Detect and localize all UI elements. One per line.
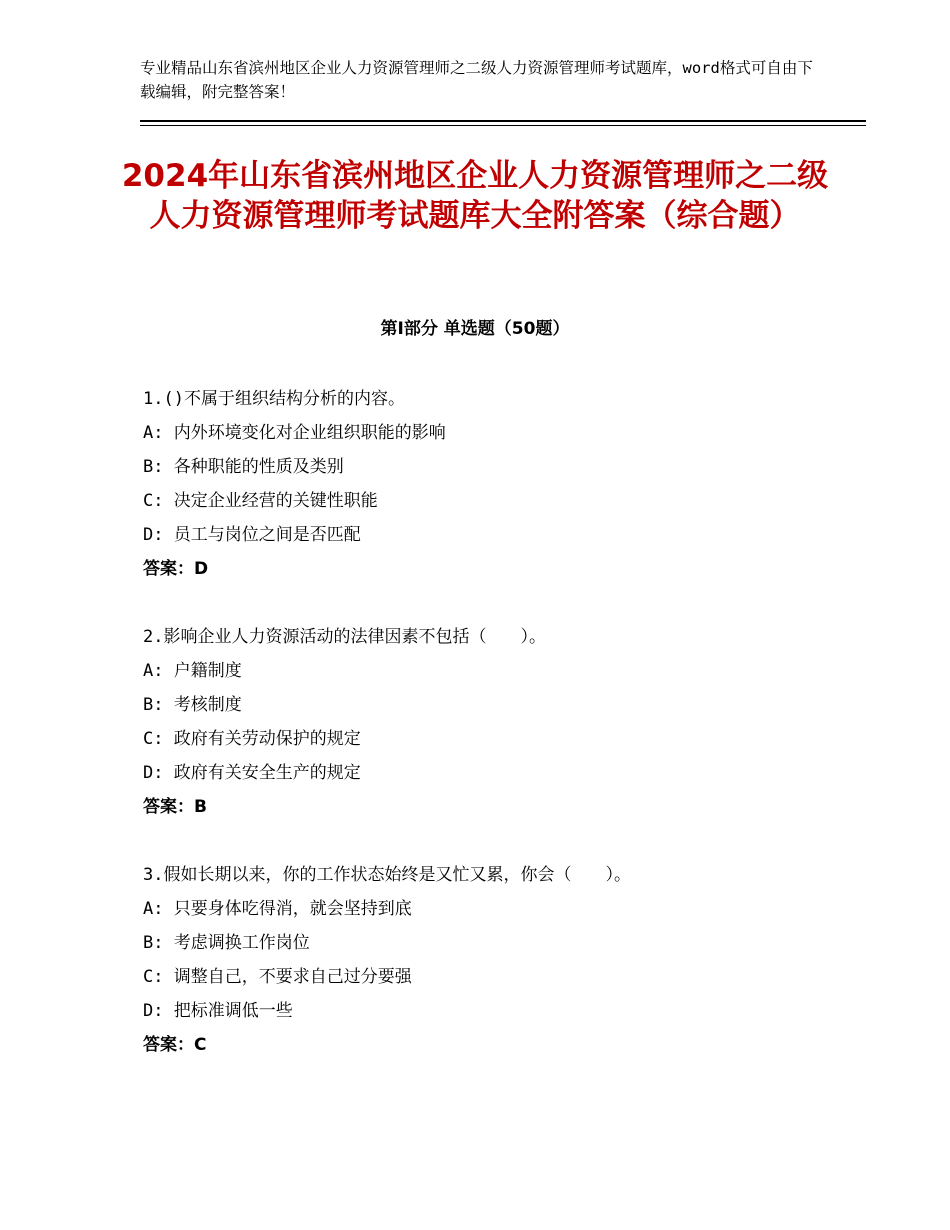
- header-note: 专业精品山东省滨州地区企业人力资源管理师之二级人力资源管理师考试题库，word格式可自由下载编辑，附完整答案！: [140, 59, 813, 101]
- header-rule-thin: [140, 125, 866, 126]
- answer-label: 答案：B: [143, 797, 207, 817]
- option-a: A: 内外环境变化对企业组织职能的影响: [143, 423, 446, 443]
- section-title: 第Ⅰ部分 单选题（50题）: [380, 319, 570, 339]
- answer-label: 答案：D: [143, 559, 209, 579]
- question-1: [143, 382, 863, 586]
- question-list: [143, 382, 863, 1096]
- header-rule-thick: [140, 120, 866, 122]
- option-d: D: 员工与岗位之间是否匹配: [143, 525, 361, 545]
- option-c: C: 决定企业经营的关键性职能: [143, 491, 378, 511]
- option-c: C: 调整自己，不要求自己过分要强: [143, 967, 412, 987]
- document-title: 2024年山东省滨州地区企业人力资源管理师之二级人力资源管理师考试题库大全附答案（综合题）: [121, 158, 829, 234]
- option-b: B: 考核制度: [143, 695, 242, 715]
- question-2: [143, 620, 863, 824]
- option-c: C: 政府有关劳动保护的规定: [143, 729, 361, 749]
- option-b: B: 考虑调换工作岗位: [143, 933, 310, 953]
- option-d: D: 把标准调低一些: [143, 1001, 293, 1021]
- option-d: D: 政府有关安全生产的规定: [143, 763, 361, 783]
- question-stem: 2.影响企业人力资源活动的法律因素不包括（ ）。: [143, 627, 546, 647]
- question-stem: 1.()不属于组织结构分析的内容。: [143, 389, 405, 409]
- question-3: [143, 858, 863, 1062]
- answer-label: 答案：C: [143, 1035, 207, 1055]
- question-stem: 3.假如长期以来，你的工作状态始终是又忙又累，你会（ ）。: [143, 865, 631, 885]
- option-a: A: 只要身体吃得消，就会坚持到底: [143, 899, 412, 919]
- option-b: B: 各种职能的性质及类别: [143, 457, 344, 477]
- option-a: A: 户籍制度: [143, 661, 242, 681]
